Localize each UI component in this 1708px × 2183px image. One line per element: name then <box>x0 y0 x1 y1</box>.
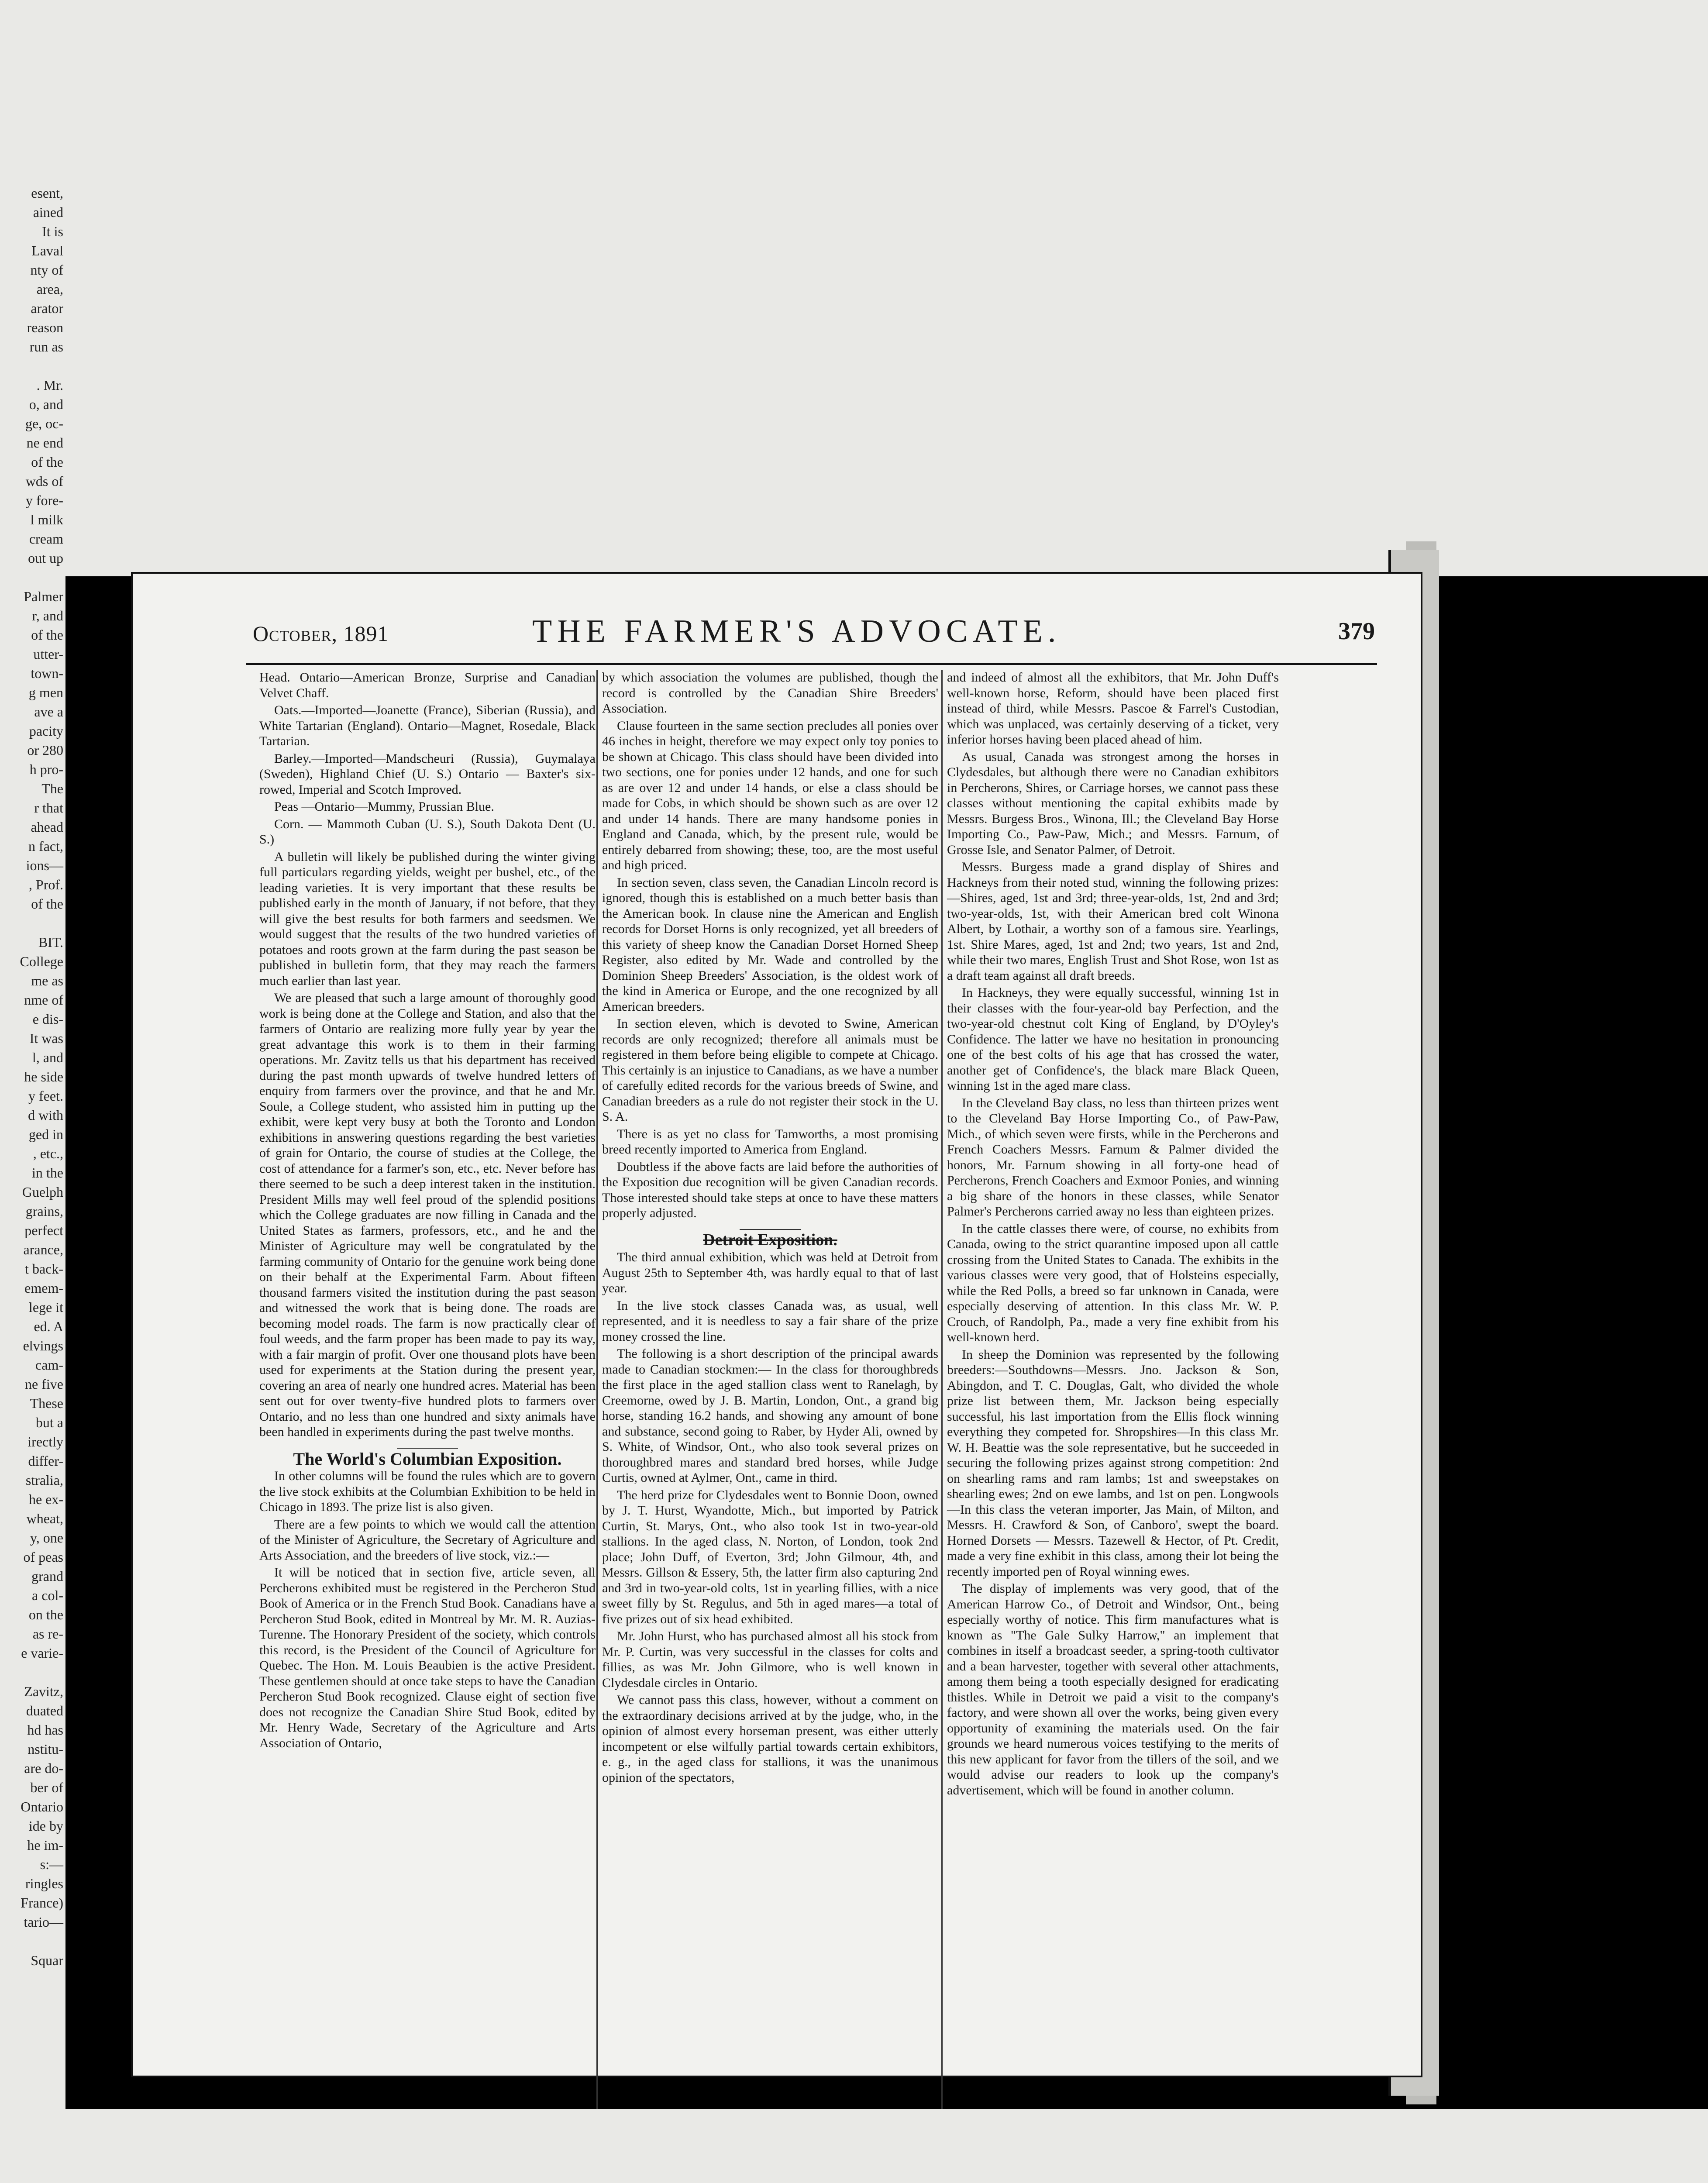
paragraph: There is as yet no class for Tamworths, a most promising breed recently imported to America from England. <box>602 1126 938 1157</box>
paragraph: In the Cleveland Bay class, no less than thirteen prizes went to the Cleveland Bay Horse Importing Co., of Paw-Paw, Mich., of which seven were firsts, while in the Percherons and French Coachers Messrs. Farnum & Palmer divided the honors, Mr. Farnum showing in all forty-one head of Percherons, French Coachers and Exmoor Ponies, and winning a big share of the honors in these classes, while Senator Palmer's Percherons carried away no less than eighteen prizes. <box>947 1095 1279 1219</box>
paragraph: Oats.—Imported—Joanette (France), Siberian (Russia), and White Tartarian (England). Ontario—Magnet, Rosedale, Black Tartarian. <box>259 703 596 748</box>
paragraph: We cannot pass this class, however, without a comment on the extraordinary decisions arrived at by the judge, who, in the opinion of almost every horseman present, was either utterly incompetent or else wilfully partial towards certain exhibitors, e. g., in the aged class for stallions, it was the unanimous opinion of the spectators, <box>602 1693 938 1785</box>
column-1 <box>259 670 596 1753</box>
scan-top-margin <box>65 0 1708 576</box>
column-2 <box>602 670 938 1787</box>
paragraph: In section seven, class seven, the Canadian Lincoln record is ignored, though this is established on a much better basis than the American book. In clause nine the American and English records for Dorset Horns is only recognized, yet all breeders of this variety of sheep know the Canadian Dorset Horned Sheep Register, also edited by Mr. Wade and controlled by the Dominion Sheep Breeders' Association, is the oldest work of the kind in America or Europe, and the one recognized by all American breeders. <box>602 875 938 1014</box>
paragraph: The third annual exhibition, which was held at Detroit from August 25th to September 4th, was hardly equal to that of last year. <box>602 1250 938 1295</box>
paragraph: In Hackneys, they were equally successful, winning 1st in their classes with the four-year-old bay Perfection, and the two-year-old chestnut colt King of England, by D'Oyley's Confidence. The latter we have no hesitation in pronouncing one of the best colts of his age that has crossed the water, another get of Confidence's, the black mare Black Queen, winning 1st in the aged mare class. <box>947 985 1279 1093</box>
paragraph: Peas —Ontario—Mummy, Prussian Blue. <box>274 799 494 814</box>
column-3 <box>947 670 1279 1800</box>
scan-bottom-margin <box>65 2109 1708 2183</box>
section-separator <box>397 1448 458 1449</box>
paragraph: Corn. — Mammoth Cuban (U. S.), South Dakota Dent (U. S.) <box>259 816 596 847</box>
paragraph: The herd prize for Clydesdales went to Bonnie Doon, owned by J. T. Hurst, Wyandotte, Mich., but imported by Patrick Curtin, St. Marys, Ont., who also took 1st in two-year-old stallions. In the aged class, N. Norton, of London, took 2nd place; John Duff, of Everton, 3rd; John Gilmour, 4th, and Messrs. Gillson & Essery, 5th, the latter firm also capturing 2nd and 3rd in two-year-old colts, 1st in yearling fillies, with a nice sweet filly by St. Regulus, and 5th in aged mares—a total of five prizes out of six head exhibited. <box>602 1487 938 1626</box>
article-heading: Detroit Exposition. <box>703 1230 837 1249</box>
column-divider <box>941 670 943 2132</box>
paragraph: As usual, Canada was strongest among the horses in Clydesdales, but although there were no Canadian exhibitors in Percherons, Shires, or Carriage horses, we cannot pass these classes without mentioning the capital exhibits made by Messrs. Burgess Bros., Winona, Ill.; the Cleveland Bay Horse Importing Co., Paw-Paw, Mich.; and Messrs. Farnum, of Grosse Isle, and Senator Palmer, of Detroit. <box>947 749 1279 857</box>
article-heading: The World's Columbian Exposition. <box>293 1449 562 1469</box>
paragraph: A bulletin will likely be published during the winter giving full particulars regarding yields, weight per bushel, etc., of the leading varieties. It is very important that these results be published early in the month of January, if not before, that they will give the best results for both farmers and seedsmen. We would suggest that the results of the two hundred varieties of potatoes and roots grown at the farm during the past season be published in bulletin form, that they may reach the farmers much earlier than last year. <box>259 849 596 988</box>
paragraph: In sheep the Dominion was represented by the following breeders:—Southdowns—Messrs. Jno. Jackson & Son, Abingdon, and T. C. Douglas, Galt, who divided the whole prize list between them, Mr. Jackson being especially successful, his last importation from the Ellis flock winning everything they competed for. Shropshires—In this class Mr. W. H. Beattie was the sole representative, but he succeeded in securing the following prizes against strong competition: 2nd on shearling rams and ram lambs; 1st and sweepstakes on shearling ewes; 2nd on ewe lambs, and 1st on pen. Longwools—In this class the veteran importer, Jas Main, of Milton, and Messrs. H. Crawford & Son, of Canboro', swept the board. Horned Dorsets — Messrs. Tazewell & Hector, of Pt. Credit, made a very fine exhibit in this class, among their lot being the recently imported pen of Royal winning ewes. <box>947 1347 1279 1579</box>
page-number: 379 <box>1338 618 1375 645</box>
issue-date: October, 1891 <box>253 621 389 646</box>
paragraph: We are pleased that such a large amount of thoroughly good work is being done at the College and Station, and also that the farmers of Ontario are realizing more fully year by year the great advantage this work is to them in their farming operations. Mr. Zavitz tells us that his department has received during the past month upwards of twelve hundred letters of enquiry from farmers over the province, and that he and Mr. Soule, a College student, who assisted him in putting up the exhibit, were kept very busy at both the Toronto and London exhibitions in answering questions regarding the best varieties of grain for Ontario, the course of studies at the College, the cost of attendance for a farmer's son, etc., etc. Never before has there seemed to be such a deep interest taken in the institution. President Mills may well feel proud of the splendid positions which the College graduates are now filling in Canada and the United States as farmers, professors, etc., and he and the Minister of Agriculture may well be congratulated by the farming community of Ontario for the genuine work being done on their behalf at the Experimental Farm. About fifteen thousand farmers visited the institution during the past season and witnessed the work that is being done. The roads are becoming model roads. The farm is now practically clear of foul weeds, and the farm proper has been made to pay its way, with a fair margin of profit. Over one thousand plots have been used for experiments at the Station during the present year, covering an area of nearly one hundred acres. Material has been sent out for over twenty-five hundred plots to farmers over Ontario, and no less than one hundred and sixty animals have been handled in experiments during the past twelve months. <box>259 991 596 1439</box>
paragraph: The display of implements was very good, that of the American Harrow Co., of Detroit and Windsor, Ont., being especially worthy of notice. This firm manufactures what is known as "The Gale Sulky Harrow," an implement that combines in itself a broadcast seeder, a spring-tooth cultivator and a bean harvester, together with several other attachments, among them being a tooth especially designed for eradicating thistles. While in Detroit we paid a visit to the company's factory, and were shown all over the works, being given every opportunity of examining the materials used. On the fair grounds we heard numerous voices testifying to the merits of this new applicant for favor from the tillers of the soil, and we would advise our readers to look up the company's advertisement, which will be found in another column. <box>947 1581 1279 1797</box>
paragraph: In section eleven, which is devoted to Swine, American records are only recognized; therefore all animals must be registered in them before being eligible to compete at Chicago. This certainly is an injustice to Canadians, as we have a number of carefully edited records for the various breeds of Swine, and Canadian breeders as a rule do not register their stock in the U. S. A. <box>602 1016 938 1124</box>
paragraph: There are a few points to which we would call the attention of the Minister of Agriculture, the Secretary of Agriculture and Arts Association, and the breeders of live stock, viz.:— <box>259 1517 596 1563</box>
paragraph: Doubtless if the above facts are laid before the authorities of the Exposition due recognition will be given Canadian records. Those interested should take steps at once to have these matters properly adjusted. <box>602 1159 938 1220</box>
column-divider <box>596 670 598 2132</box>
masthead-rule <box>246 663 1377 665</box>
paragraph: by which association the volumes are published, though the record is controlled by the Canadian Shire Breeders' Association. <box>602 670 938 716</box>
paragraph: Head. Ontario—American Bronze, Surprise and Canadian Velvet Chaff. <box>259 670 596 700</box>
paragraph: In the cattle classes there were, of course, no exhibits from Canada, owing to the strict quarantine imposed upon all cattle crossing from the United States to Canada. The exhibits in the various classes were very good, that of Holsteins especially, while the Red Polls, a breed so far unknown in Canada, were especially deserving of attention. In this class Mr. W. P. Crouch, of Randolph, Pa., made a very fine exhibit from his well-known herd. <box>947 1221 1279 1344</box>
paragraph: Barley.—Imported—Mandscheuri (Russia), Guymalaya (Sweden), Highland Chief (U. S.) Ontario — Baxter's six-rowed, Imperial and Scotch Improved. <box>259 751 596 797</box>
paragraph: Mr. John Hurst, who has purchased almost all his stock from Mr. P. Curtin, was very successful in the classes for colts and fillies, as was Mr. John Gilmore, who is well known in Clydesdale circles in Ontario. <box>602 1629 938 1690</box>
left-page-text: esent, ained It is Laval nty of area, arator reason run as . Mr. o, and ge, oc- ne end of the wds of y fore- l milk cream out up Palmer r, and of the utter- town- g men ave a pacity or 280 h pro- The r that ahead n fact, ions— , Prof. of the BIT. College me as nme of e dis- It was l, and he side y feet. d with ged in , etc., in the Guelph grains, perfect arance, t back- emem- lege it ed. A elvings cam- ne five These but a irectly differ- stralia, he ex- wheat, y, one of peas grand a col- on the as re- e varie- Zavitz, duated hd has nstitu- are do- ber of Ontario ide by he im- s:— ringles France) tario— Squar <box>20 185 63 1968</box>
paragraph: In other columns will be found the rules which are to govern the live stock exhibits at the Columbian Exhibition to be held in Chicago in 1893. The prize list is also given. <box>259 1469 596 1514</box>
paragraph: Messrs. Burgess made a grand display of Shires and Hackneys from their noted stud, winning the following prizes:—Shires, aged, 1st and 3rd; three-year-olds, 1st, 2nd and 3rd; two-year-olds, 1st, with their American bred colt Winona Albert, by Lothair, a worthy son of a famous sire. Yearlings, 1st. Shire Mares, aged, 1st and 2nd; two years, 1st and 2nd, while their two mares, English Trust and Shot Rose, won 1st as a draft team against all draft breeds. <box>947 860 1279 983</box>
paragraph: Clause fourteen in the same section precludes all ponies over 46 inches in height, therefore we may expect only toy ponies to be shown at Chicago. This class should have been divided into two sections, one for ponies under 12 hands, and one for such as are over 12 and under 14 hands, or else a class should be made for Cobs, in which should be shown such as are over 12 and under 14 hands. There are many handsome ponies in England and Canada, which, by the present rule, would be entirely debarred from showing; these, too, are the most useful and high priced. <box>602 718 938 872</box>
paragraph: In the live stock classes Canada was, as usual, well represented, and it is needless to say a fair share of the prize money crossed the line. <box>602 1298 938 1344</box>
left-page-fragment <box>0 0 65 2183</box>
newspaper-page <box>131 572 1422 2077</box>
paragraph: The following is a short description of the principal awards made to Canadian stockmen:— In the class for thoroughbreds the first place in the aged stallion class went to Ranelagh, by Creemorne, owed by J. B. Martin, London, Ont., a grand big horse, standing 16.2 hands, and showing any amount of bone and substance, second going to Raber, by Hyder Ali, owned by S. White, of Windsor, Ont., who also took several prizes on thoroughbred mares and standard bred horses, while Judge Curtis, owned at Aylmer, Ont., came in third. <box>602 1346 938 1485</box>
masthead <box>253 613 1375 652</box>
section-separator <box>740 1229 801 1230</box>
paragraph: It will be noticed that in section five, article seven, all Percherons exhibited must be registered in the Percheron Stud Book of America or in the French Stud Book. Canadians have a Percheron Stud Book, edited in Montreal by Mr. M. R. Auzias-Turenne. The Honorary President of the society, which controls this record, is the President of the Council of Agriculture for Quebec. The Hon. M. Louis Beaubien is the active President. These gentlemen should at once take steps to have the Canadian Percheron Stud Book recognized. Clause eight of section five does not recognize the Canadian Shire Stud Book, edited by Mr. Henry Wade, Secretary of the Agriculture and Arts Association of Ontario, <box>259 1565 596 1750</box>
paragraph: and indeed of almost all the exhibitors, that Mr. John Duff's well-known horse, Reform, should have been placed first instead of third, while Messrs. Pascoe & Farrel's Custodian, which was unplaced, was certainly deserving of a ticket, very inferior horses having been placed ahead of him. <box>947 670 1279 747</box>
publication-title: THE FARMER'S ADVOCATE. <box>532 613 1061 649</box>
